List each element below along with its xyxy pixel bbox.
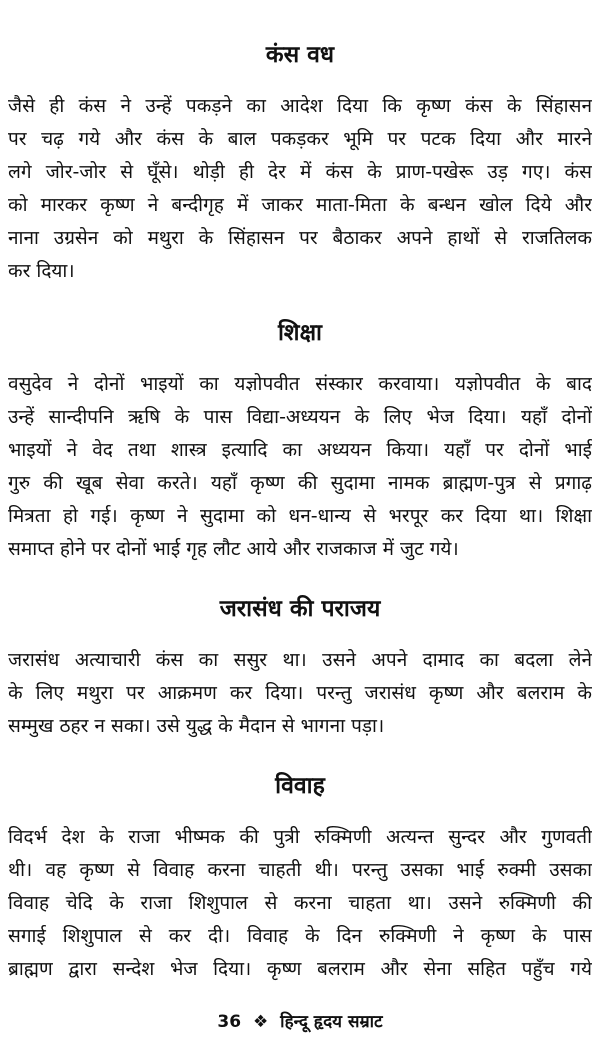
paragraph-line: नाना उग्रसेन को मथुरा के सिंहासन पर बैठाकर अपने हाथों से राजतिलक [8,227,592,249]
paragraph-line: को मारकर कृष्ण ने बन्दीगृह में जाकर माता-मिता के बन्धन खोल दिये और [8,194,592,216]
paragraph-line: सम्मुख ठहर न सका। उसे युद्ध के मैदान से भागना पड़ा। [8,715,385,737]
section-heading-kans-vadh: कंस वध [265,42,335,68]
book-title: हिन्दू हृदय सम्राट [280,1012,383,1032]
page-footer [0,1010,600,1034]
paragraph-line: सगाई शिशुपाल से कर दी। विवाह के दिन रुक्मिणी ने कृष्ण के पास [8,925,592,947]
paragraph-line: समाप्त होने पर दोनों भाई गृह लौट आये और राजकाज में जुट गये। [8,538,459,560]
paragraph-line: विवाह चेदि के राजा शिशुपाल से करना चाहता था। उसने रुक्मिणी की [8,892,592,914]
paragraph-line: मित्रता हो गई। कृष्ण ने सुदामा को धन-धान्य से भरपूर कर दिया था। शिक्षा [8,505,592,527]
paragraph-line: गुरु की खूब सेवा करते। यहाँ कृष्ण की सुदामा नामक ब्राह्मण-पुत्र से प्रगाढ़ [8,472,592,494]
paragraph-line: भाइयों ने वेद तथा शास्त्र इत्यादि का अध्ययन किया। यहाँ पर दोनों भाई [8,439,592,461]
diamond-ornament-icon: ❖ [253,1012,269,1032]
paragraph-line: वसुदेव ने दोनों भाइयों का यज्ञोपवीत संस्कार करवाया। यज्ञोपवीत के बाद [8,373,592,395]
paragraph-line: थी। वह कृष्ण से विवाह करना चाहती थी। परन्तु उसका भाई रुक्मी उसका [8,859,592,881]
paragraph-line: विदर्भ देश के राजा भीष्मक की पुत्री रुक्मिणी अत्यन्त सुन्दर और गुणवती [8,826,592,848]
paragraph-line: जैसे ही कंस ने उन्हें पकड़ने का आदेश दिया कि कृष्ण कंस के सिंहासन [8,95,592,117]
section-heading-shiksha: शिक्षा [277,320,323,346]
paragraph-line: पर चढ़ गये और कंस के बाल पकड़कर भूमि पर पटक दिया और मारने [8,128,592,150]
page-number: 36 [217,1012,242,1032]
section-heading-vivah: विवाह [275,773,325,799]
paragraph-line: के लिए मथुरा पर आक्रमण कर दिया। परन्तु जरासंध कृष्ण और बलराम के [8,682,592,704]
section-heading-jarasandh: जरासंध की पराजय [219,596,381,622]
paragraph-line: ब्राह्मण द्वारा सन्देश भेज दिया। कृष्ण बलराम और सेना सहित पहुँच गये [8,958,592,980]
paragraph-line: जरासंध अत्याचारी कंस का ससुर था। उसने अपने दामाद का बदला लेने [8,649,592,671]
paragraph-line: लगे जोर-जोर से घूँसे। थोड़ी ही देर में कंस के प्राण-पखेरू उड़ गए। कंस [8,161,592,183]
paragraph-line: उन्हें सान्दीपनि ऋषि के पास विद्या-अध्ययन के लिए भेज दिया। यहाँ दोनों [8,406,592,428]
paragraph-line: कर दिया। [8,260,75,282]
